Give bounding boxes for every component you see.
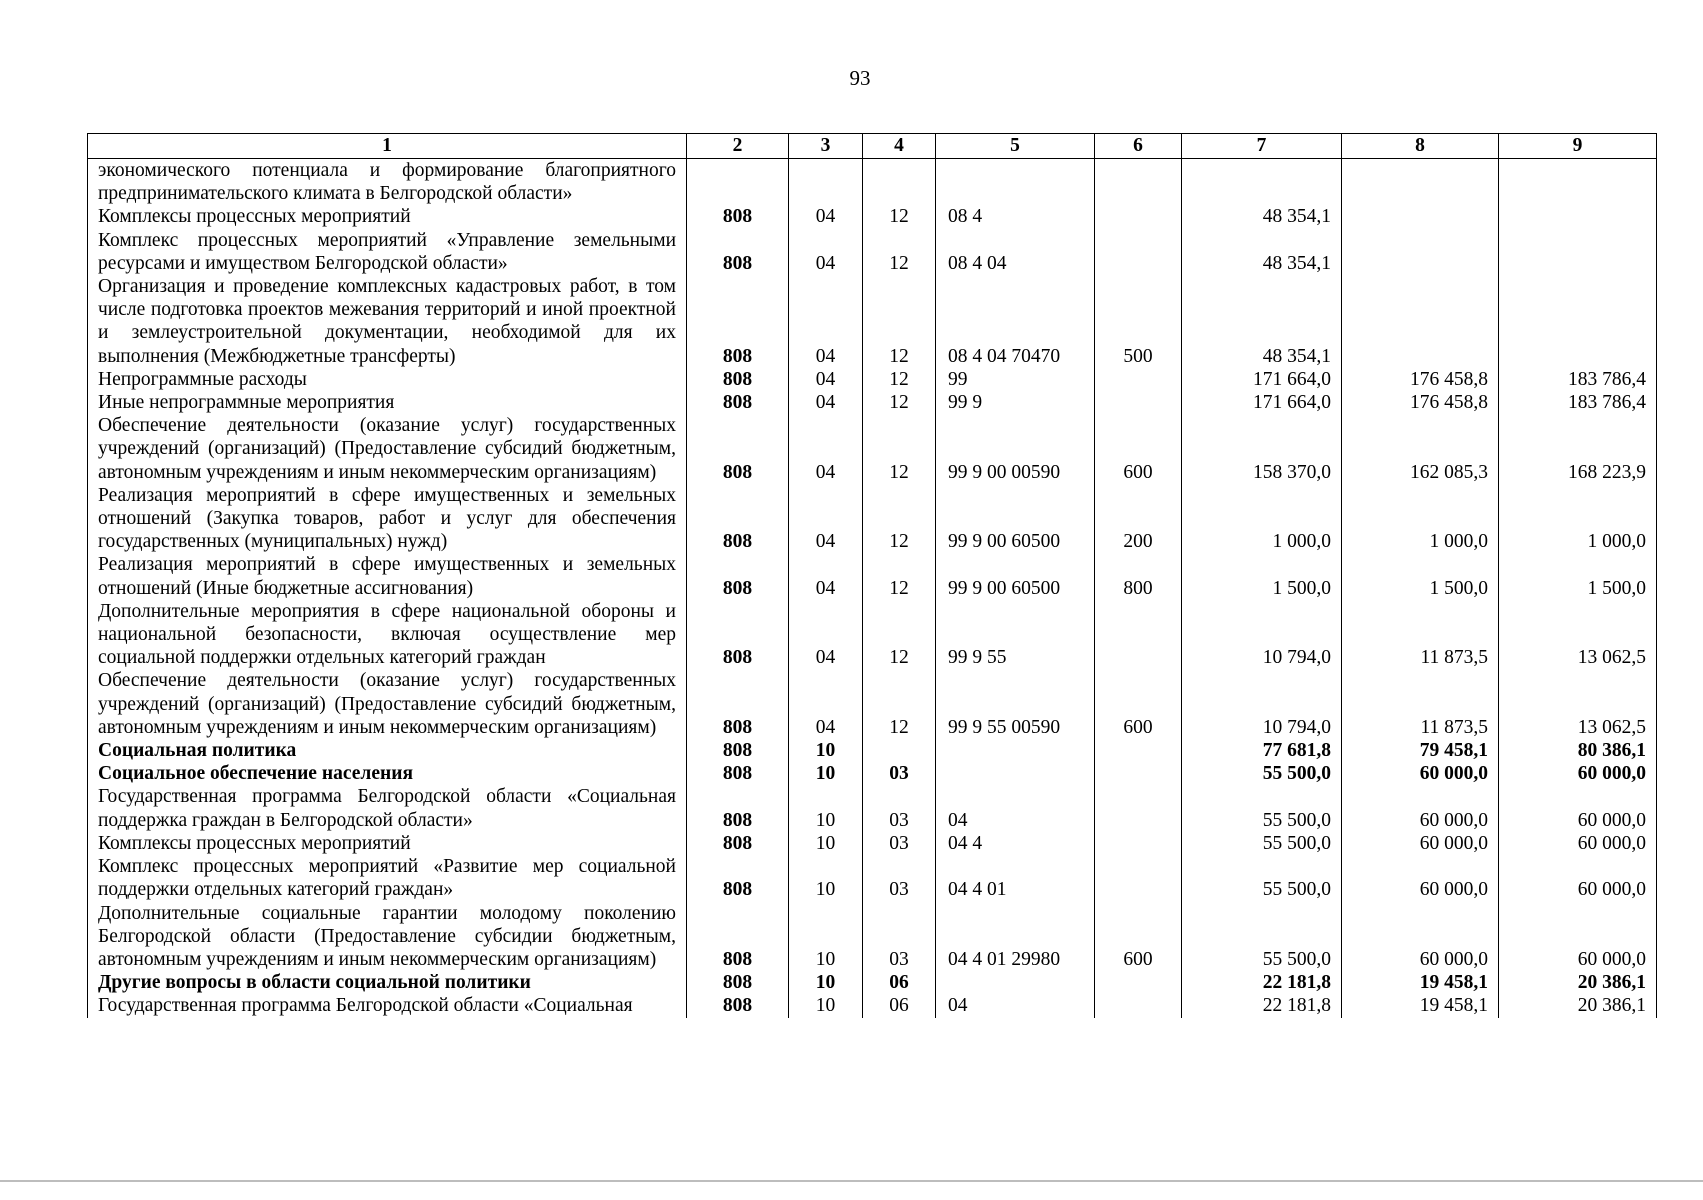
subsection-code: 12 — [863, 600, 936, 670]
amount-col-8: 60 000,0 — [1342, 785, 1499, 831]
section-code: 10 — [789, 855, 863, 901]
target-article-code: 99 9 00 00590 — [936, 414, 1095, 484]
amount-col-7: 1 000,0 — [1182, 484, 1342, 554]
amount-col-7: 10 794,0 — [1182, 600, 1342, 670]
target-article-code: 04 — [936, 994, 1095, 1017]
row-description: Дополнительные мероприятия в сфере национальной обороны и национальной безопасности, включая осуществление мер социальной поддержки отдельных категорий граждан — [88, 600, 687, 670]
target-article-code: 99 9 00 60500 — [936, 553, 1095, 599]
ministry-code: 808 — [687, 762, 789, 785]
amount-col-9 — [1499, 275, 1657, 368]
section-code: 04 — [789, 484, 863, 554]
amount-col-7: 171 664,0 — [1182, 368, 1342, 391]
subsection-code: 12 — [863, 414, 936, 484]
row-description: Дополнительные социальные гарантии молодому поколению Белгородской области (Предоставление субсидии бюджетным, автономным учреждениям и иным некоммерческим организациям) — [88, 902, 687, 972]
target-article-code: 04 4 — [936, 832, 1095, 855]
target-article-code — [936, 159, 1095, 206]
target-article-code: 04 4 01 29980 — [936, 902, 1095, 972]
column-header: 3 — [789, 134, 863, 159]
amount-col-7: 48 354,1 — [1182, 205, 1342, 228]
amount-col-8: 1 000,0 — [1342, 484, 1499, 554]
row-description: Иные непрограммные мероприятия — [88, 391, 687, 414]
target-article-code: 08 4 04 — [936, 229, 1095, 275]
scan-edge-divider — [0, 1180, 1703, 1182]
amount-col-9: 60 000,0 — [1499, 785, 1657, 831]
subsection-code: 12 — [863, 229, 936, 275]
column-header: 2 — [687, 134, 789, 159]
table-row — [88, 600, 1657, 670]
table-row — [88, 368, 1657, 391]
column-header: 4 — [863, 134, 936, 159]
amount-col-7: 22 181,8 — [1182, 994, 1342, 1017]
amount-col-9 — [1499, 205, 1657, 228]
subsection-code: 03 — [863, 902, 936, 972]
amount-col-9: 13 062,5 — [1499, 669, 1657, 739]
page-number: 93 — [849, 66, 871, 90]
table-row — [88, 785, 1657, 831]
expense-type-code — [1095, 600, 1182, 670]
section-code: 04 — [789, 205, 863, 228]
amount-col-8 — [1342, 205, 1499, 228]
ministry-code: 808 — [687, 600, 789, 670]
amount-col-9: 183 786,4 — [1499, 391, 1657, 414]
amount-col-7: 55 500,0 — [1182, 902, 1342, 972]
subsection-code: 12 — [863, 368, 936, 391]
ministry-code: 808 — [687, 391, 789, 414]
subsection-code: 06 — [863, 994, 936, 1017]
row-description: Организация и проведение комплексных кадастровых работ, в том числе подготовка проектов межевания территорий и иной проектной и землеустроительной документации, необходимой для их выполнения (Межбюджетные трансферты) — [88, 275, 687, 368]
amount-col-7: 55 500,0 — [1182, 832, 1342, 855]
subsection-code — [863, 739, 936, 762]
expense-type-code: 800 — [1095, 553, 1182, 599]
expense-type-code — [1095, 368, 1182, 391]
amount-col-8: 19 458,1 — [1342, 971, 1499, 994]
table-row — [88, 762, 1657, 785]
table-row — [88, 205, 1657, 228]
expense-type-code — [1095, 855, 1182, 901]
subsection-code: 12 — [863, 553, 936, 599]
target-article-code: 99 9 — [936, 391, 1095, 414]
amount-col-8: 11 873,5 — [1342, 600, 1499, 670]
section-code: 10 — [789, 971, 863, 994]
ministry-code: 808 — [687, 553, 789, 599]
target-article-code — [936, 739, 1095, 762]
amount-col-8: 19 458,1 — [1342, 994, 1499, 1017]
amount-col-8: 176 458,8 — [1342, 391, 1499, 414]
amount-col-8: 60 000,0 — [1342, 902, 1499, 972]
ministry-code: 808 — [687, 902, 789, 972]
column-header: 8 — [1342, 134, 1499, 159]
ministry-code: 808 — [687, 739, 789, 762]
section-code: 04 — [789, 553, 863, 599]
section-code: 04 — [789, 391, 863, 414]
amount-col-7: 55 500,0 — [1182, 855, 1342, 901]
ministry-code: 808 — [687, 971, 789, 994]
amount-col-9: 60 000,0 — [1499, 762, 1657, 785]
section-code: 10 — [789, 762, 863, 785]
table-row — [88, 553, 1657, 599]
ministry-code: 808 — [687, 994, 789, 1017]
target-article-code: 99 — [936, 368, 1095, 391]
row-description: Социальная политика — [88, 739, 687, 762]
ministry-code: 808 — [687, 832, 789, 855]
amount-col-8: 1 500,0 — [1342, 553, 1499, 599]
column-header: 5 — [936, 134, 1095, 159]
section-code — [789, 159, 863, 206]
expense-type-code — [1095, 762, 1182, 785]
expense-type-code: 600 — [1095, 902, 1182, 972]
ministry-code: 808 — [687, 855, 789, 901]
amount-col-8: 60 000,0 — [1342, 855, 1499, 901]
section-code: 04 — [789, 669, 863, 739]
section-code: 10 — [789, 994, 863, 1017]
subsection-code: 03 — [863, 855, 936, 901]
amount-col-9: 13 062,5 — [1499, 600, 1657, 670]
table-row — [88, 971, 1657, 994]
ministry-code — [687, 159, 789, 206]
amount-col-9: 20 386,1 — [1499, 994, 1657, 1017]
amount-col-8: 11 873,5 — [1342, 669, 1499, 739]
expense-type-code: 600 — [1095, 414, 1182, 484]
amount-col-9: 168 223,9 — [1499, 414, 1657, 484]
amount-col-7: 10 794,0 — [1182, 669, 1342, 739]
expense-type-code — [1095, 391, 1182, 414]
ministry-code: 808 — [687, 275, 789, 368]
table-body — [88, 159, 1657, 1018]
amount-col-8: 79 458,1 — [1342, 739, 1499, 762]
row-description: Государственная программа Белгородской области «Социальная — [88, 994, 687, 1017]
amount-col-9: 20 386,1 — [1499, 971, 1657, 994]
subsection-code: 03 — [863, 762, 936, 785]
amount-col-7 — [1182, 159, 1342, 206]
expense-type-code — [1095, 229, 1182, 275]
expense-type-code: 600 — [1095, 669, 1182, 739]
row-description: Обеспечение деятельности (оказание услуг) государственных учреждений (организаций) (Предоставление субсидий бюджетным, автономным учреждениям и иным некоммерческим организациям) — [88, 669, 687, 739]
subsection-code: 03 — [863, 832, 936, 855]
section-code: 04 — [789, 414, 863, 484]
row-description: Комплексы процессных мероприятий — [88, 832, 687, 855]
amount-col-7: 171 664,0 — [1182, 391, 1342, 414]
amount-col-9 — [1499, 159, 1657, 206]
table-row — [88, 994, 1657, 1017]
section-code: 10 — [789, 832, 863, 855]
section-code: 04 — [789, 229, 863, 275]
amount-col-7: 1 500,0 — [1182, 553, 1342, 599]
row-description: Другие вопросы в области социальной политики — [88, 971, 687, 994]
table-row — [88, 902, 1657, 972]
amount-col-9: 183 786,4 — [1499, 368, 1657, 391]
row-description: Комплекс процессных мероприятий «Развитие мер социальной поддержки отдельных категорий граждан» — [88, 855, 687, 901]
column-header: 9 — [1499, 134, 1657, 159]
expense-type-code: 200 — [1095, 484, 1182, 554]
table-row — [88, 159, 1657, 206]
column-header: 6 — [1095, 134, 1182, 159]
column-header: 7 — [1182, 134, 1342, 159]
subsection-code: 03 — [863, 785, 936, 831]
ministry-code: 808 — [687, 229, 789, 275]
target-article-code — [936, 762, 1095, 785]
ministry-code: 808 — [687, 785, 789, 831]
amount-col-8 — [1342, 229, 1499, 275]
amount-col-7: 48 354,1 — [1182, 275, 1342, 368]
ministry-code: 808 — [687, 669, 789, 739]
target-article-code — [936, 971, 1095, 994]
row-description: Обеспечение деятельности (оказание услуг) государственных учреждений (организаций) (Предоставление субсидий бюджетным, автономным учреждениям и иным некоммерческим организациям) — [88, 414, 687, 484]
amount-col-7: 55 500,0 — [1182, 785, 1342, 831]
row-description: Комплексы процессных мероприятий — [88, 205, 687, 228]
expense-type-code — [1095, 205, 1182, 228]
table-row — [88, 739, 1657, 762]
target-article-code: 08 4 04 70470 — [936, 275, 1095, 368]
table-row — [88, 275, 1657, 368]
expense-type-code: 500 — [1095, 275, 1182, 368]
section-code: 10 — [789, 739, 863, 762]
amount-col-9: 1 000,0 — [1499, 484, 1657, 554]
amount-col-8: 162 085,3 — [1342, 414, 1499, 484]
amount-col-9: 80 386,1 — [1499, 739, 1657, 762]
amount-col-8: 60 000,0 — [1342, 762, 1499, 785]
budget-table — [87, 133, 1657, 1018]
amount-col-7: 22 181,8 — [1182, 971, 1342, 994]
target-article-code: 08 4 — [936, 205, 1095, 228]
column-header: 1 — [88, 134, 687, 159]
table-row — [88, 855, 1657, 901]
amount-col-8 — [1342, 159, 1499, 206]
target-article-code: 04 — [936, 785, 1095, 831]
amount-col-7: 48 354,1 — [1182, 229, 1342, 275]
target-article-code: 04 4 01 — [936, 855, 1095, 901]
table-row — [88, 229, 1657, 275]
expense-type-code — [1095, 994, 1182, 1017]
subsection-code: 12 — [863, 275, 936, 368]
section-code: 10 — [789, 902, 863, 972]
row-description: Комплекс процессных мероприятий «Управление земельными ресурсами и имуществом Белгородской области» — [88, 229, 687, 275]
section-code: 10 — [789, 785, 863, 831]
subsection-code: 12 — [863, 205, 936, 228]
row-description: Непрограммные расходы — [88, 368, 687, 391]
amount-col-9: 60 000,0 — [1499, 832, 1657, 855]
row-description: Социальное обеспечение населения — [88, 762, 687, 785]
table-row — [88, 484, 1657, 554]
target-article-code: 99 9 55 00590 — [936, 669, 1095, 739]
amount-col-7: 158 370,0 — [1182, 414, 1342, 484]
amount-col-9 — [1499, 229, 1657, 275]
amount-col-7: 77 681,8 — [1182, 739, 1342, 762]
section-code: 04 — [789, 275, 863, 368]
expense-type-code — [1095, 971, 1182, 994]
ministry-code: 808 — [687, 414, 789, 484]
amount-col-9: 60 000,0 — [1499, 902, 1657, 972]
row-description: Государственная программа Белгородской области «Социальная поддержка граждан в Белгородской области» — [88, 785, 687, 831]
table-row — [88, 391, 1657, 414]
amount-col-8: 60 000,0 — [1342, 832, 1499, 855]
section-code: 04 — [789, 368, 863, 391]
expense-type-code — [1095, 159, 1182, 206]
target-article-code: 99 9 55 — [936, 600, 1095, 670]
ministry-code: 808 — [687, 368, 789, 391]
expense-type-code — [1095, 832, 1182, 855]
expense-type-code — [1095, 739, 1182, 762]
subsection-code: 12 — [863, 391, 936, 414]
row-description: Реализация мероприятий в сфере имущественных и земельных отношений (Закупка товаров, работ и услуг для обеспечения государственных (муниципальных) нужд) — [88, 484, 687, 554]
section-code: 04 — [789, 600, 863, 670]
row-description: Реализация мероприятий в сфере имущественных и земельных отношений (Иные бюджетные ассигнования) — [88, 553, 687, 599]
subsection-code: 06 — [863, 971, 936, 994]
target-article-code: 99 9 00 60500 — [936, 484, 1095, 554]
amount-col-7: 55 500,0 — [1182, 762, 1342, 785]
subsection-code — [863, 159, 936, 206]
table-row — [88, 414, 1657, 484]
row-description: экономического потенциала и формирование благоприятного предпринимательского климата в Белгородской области» — [88, 159, 687, 206]
ministry-code: 808 — [687, 484, 789, 554]
amount-col-8: 176 458,8 — [1342, 368, 1499, 391]
amount-col-9: 60 000,0 — [1499, 855, 1657, 901]
subsection-code: 12 — [863, 669, 936, 739]
ministry-code: 808 — [687, 205, 789, 228]
table-row — [88, 669, 1657, 739]
amount-col-8 — [1342, 275, 1499, 368]
subsection-code: 12 — [863, 484, 936, 554]
table-row — [88, 832, 1657, 855]
header-row — [88, 134, 1657, 159]
expense-type-code — [1095, 785, 1182, 831]
amount-col-9: 1 500,0 — [1499, 553, 1657, 599]
